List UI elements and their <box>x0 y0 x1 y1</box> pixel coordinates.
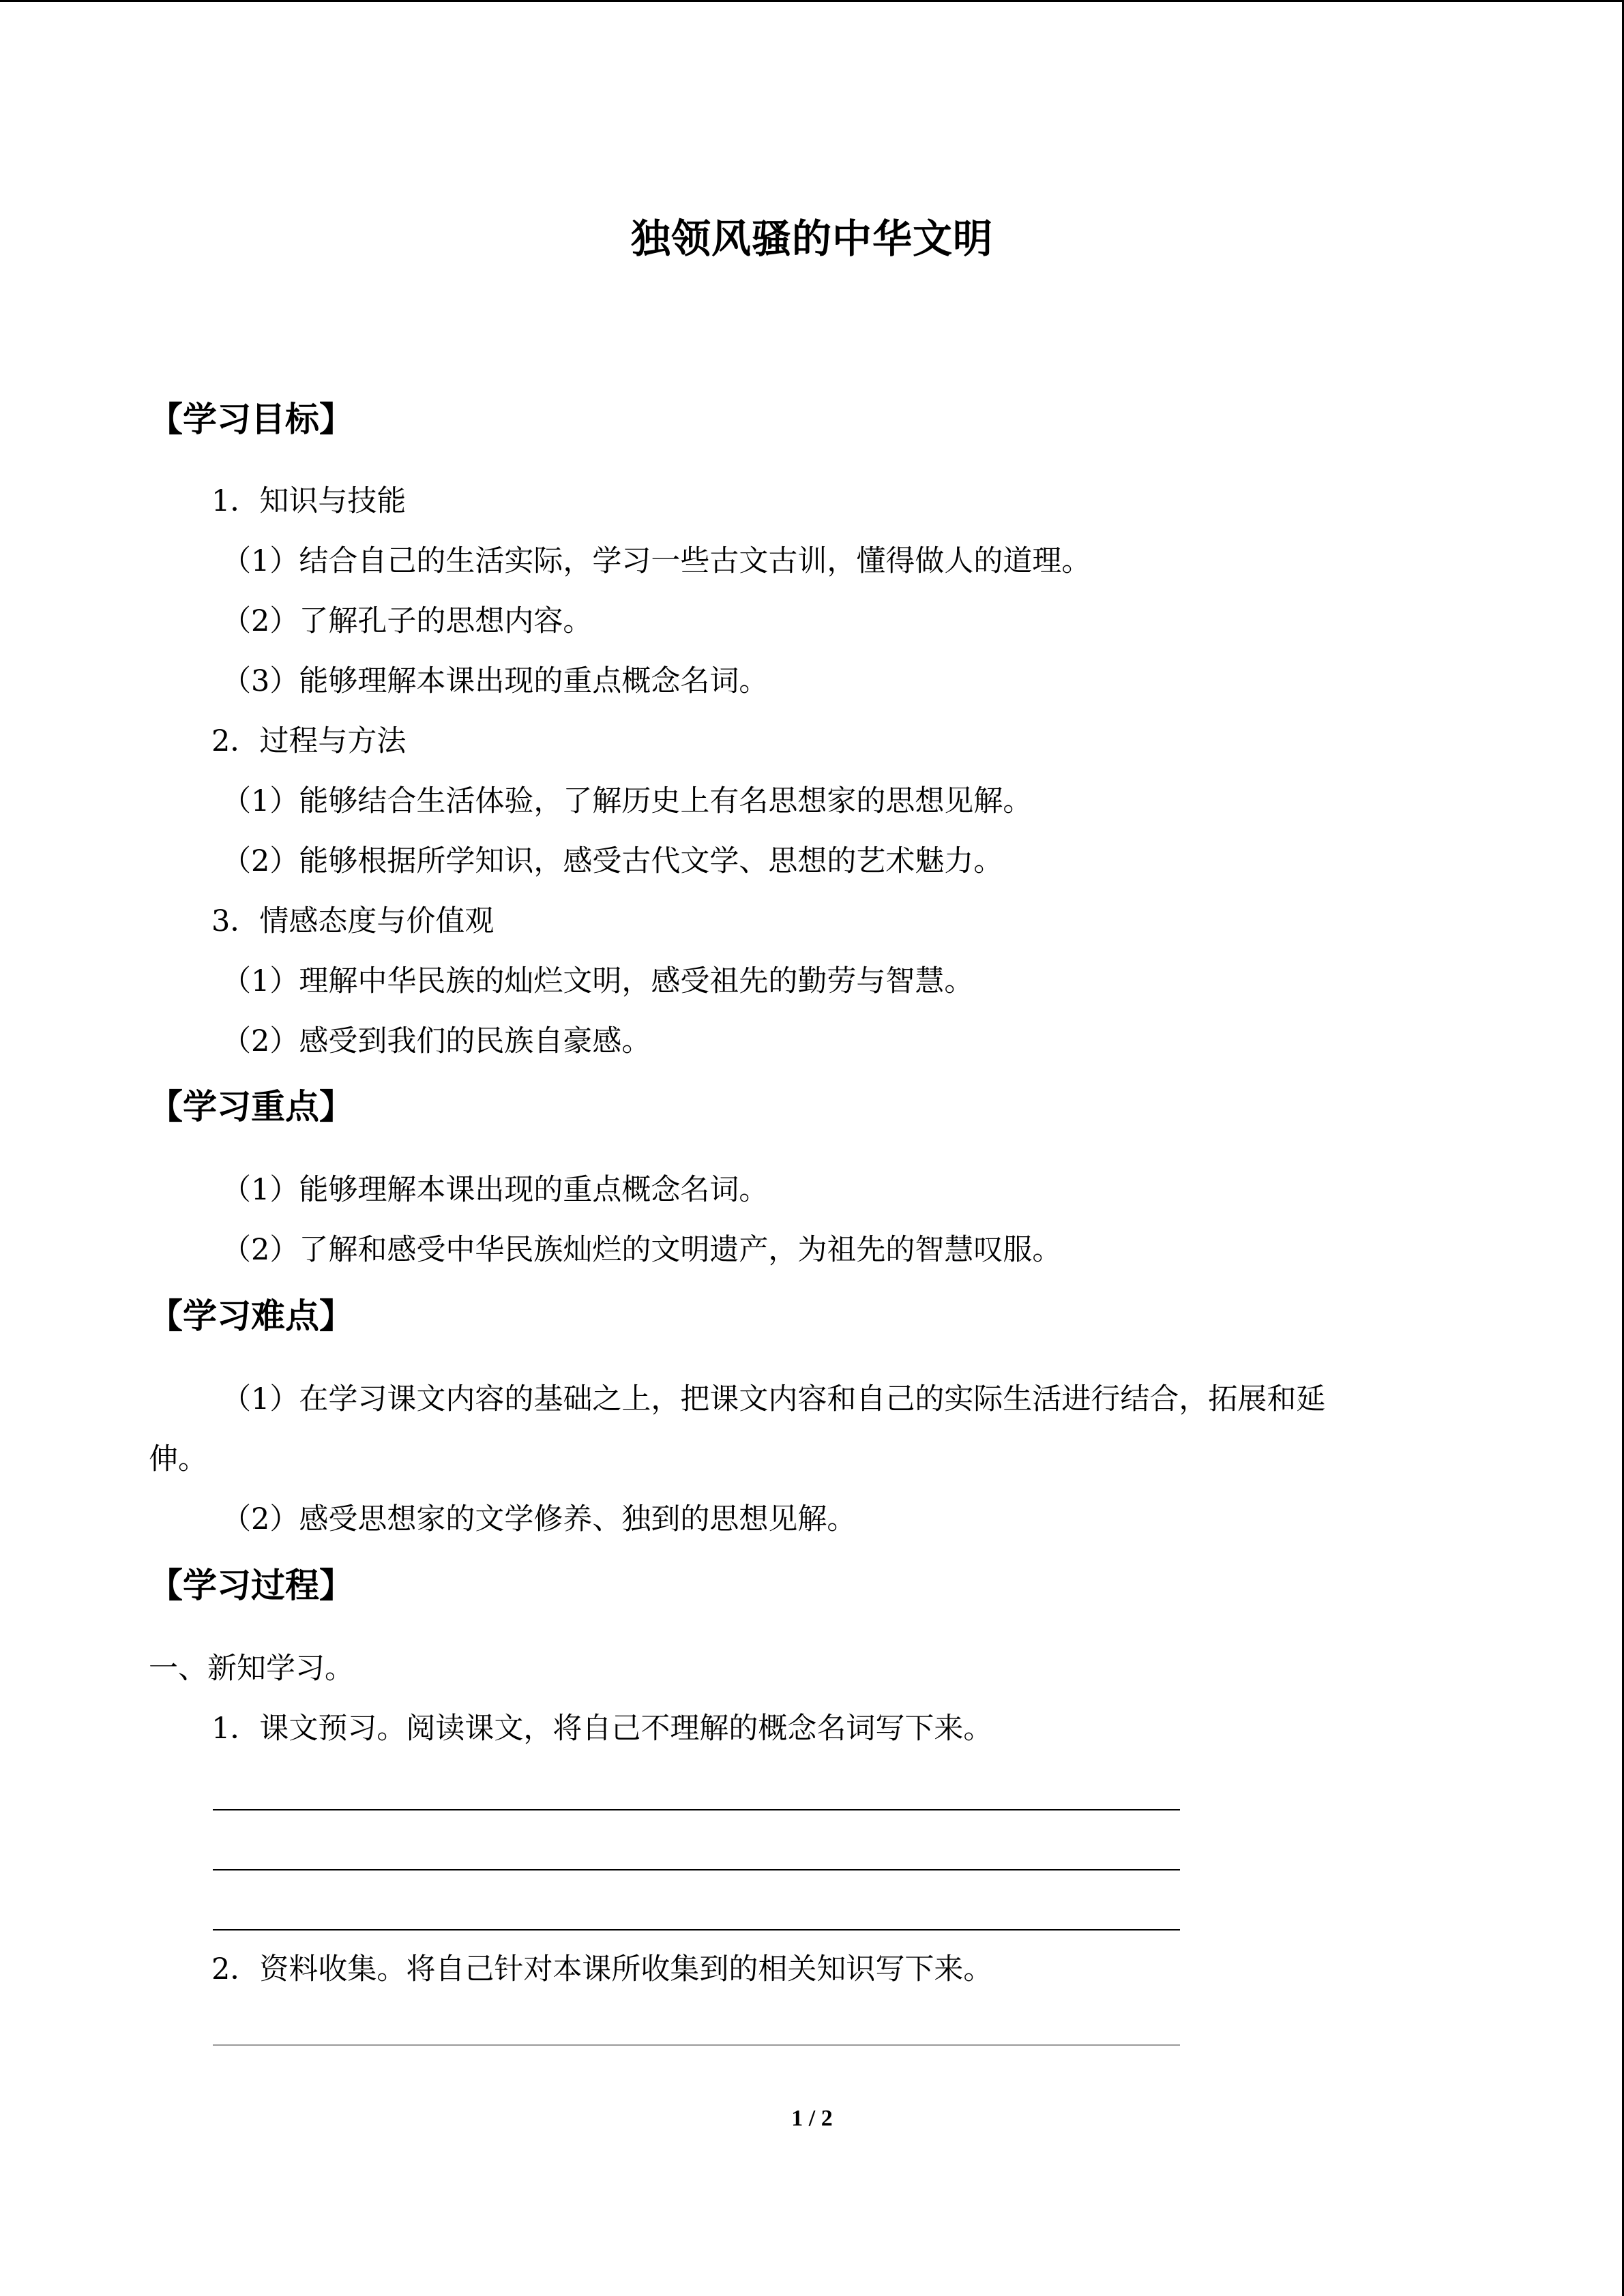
difficulty-item: （2）感受思想家的文学修养、独到的思想见解。 <box>222 1502 857 1536</box>
process-task: 2．资料收集。将自己针对本课所收集到的相关知识写下来。 <box>211 1952 993 1986</box>
goals-process-item: （2）能够根据所学知识，感受古代文学、思想的艺术魅力。 <box>222 844 1003 878</box>
document-title: 独领风骚的中华文明 <box>630 215 993 262</box>
goals-emotion-title: 3．情感态度与价值观 <box>211 904 494 938</box>
goals-knowledge-item: （2）了解孔子的思想内容。 <box>222 604 593 638</box>
difficulties-heading: 【学习难点】 <box>149 1296 353 1336</box>
goals-emotion-item: （1）理解中华民族的灿烂文明，感受祖先的勤劳与智慧。 <box>222 964 974 998</box>
goals-emotion-item: （2）感受到我们的民族自豪感。 <box>222 1024 651 1058</box>
answer-blank-line[interactable] <box>213 1929 1180 1930</box>
process-heading: 【学习过程】 <box>149 1566 353 1605</box>
key-point-item: （2）了解和感受中华民族灿烂的文明遗产，为祖先的智慧叹服。 <box>222 1233 1062 1267</box>
process-part-title: 一、新知学习。 <box>149 1652 354 1686</box>
goals-process-title: 2．过程与方法 <box>211 724 407 758</box>
answer-blank-line[interactable] <box>213 1809 1180 1810</box>
goals-knowledge-title: 1．知识与技能 <box>211 484 407 518</box>
answer-blank-line[interactable] <box>213 2044 1180 2046</box>
goals-knowledge-item: （1）结合自己的生活实际，学习一些古文古训，懂得做人的道理。 <box>222 544 1091 578</box>
key-point-item: （1）能够理解本课出现的重点概念名词。 <box>222 1173 769 1207</box>
difficulty-item-continuation: 伸。 <box>149 1442 207 1476</box>
goals-process-item: （1）能够结合生活体验，了解历史上有名思想家的思想见解。 <box>222 784 1033 818</box>
process-task: 1．课文预习。阅读课文，将自己不理解的概念名词写下来。 <box>211 1712 993 1746</box>
goals-heading: 【学习目标】 <box>149 400 353 439</box>
difficulty-item: （1）在学习课文内容的基础之上，把课文内容和自己的实际生活进行结合，拓展和延 <box>222 1382 1326 1416</box>
answer-blank-line[interactable] <box>213 1869 1180 1870</box>
key-points-heading: 【学习重点】 <box>149 1087 353 1127</box>
page-number: 1 / 2 <box>791 2106 833 2131</box>
goals-knowledge-item: （3）能够理解本课出现的重点概念名词。 <box>222 664 769 698</box>
